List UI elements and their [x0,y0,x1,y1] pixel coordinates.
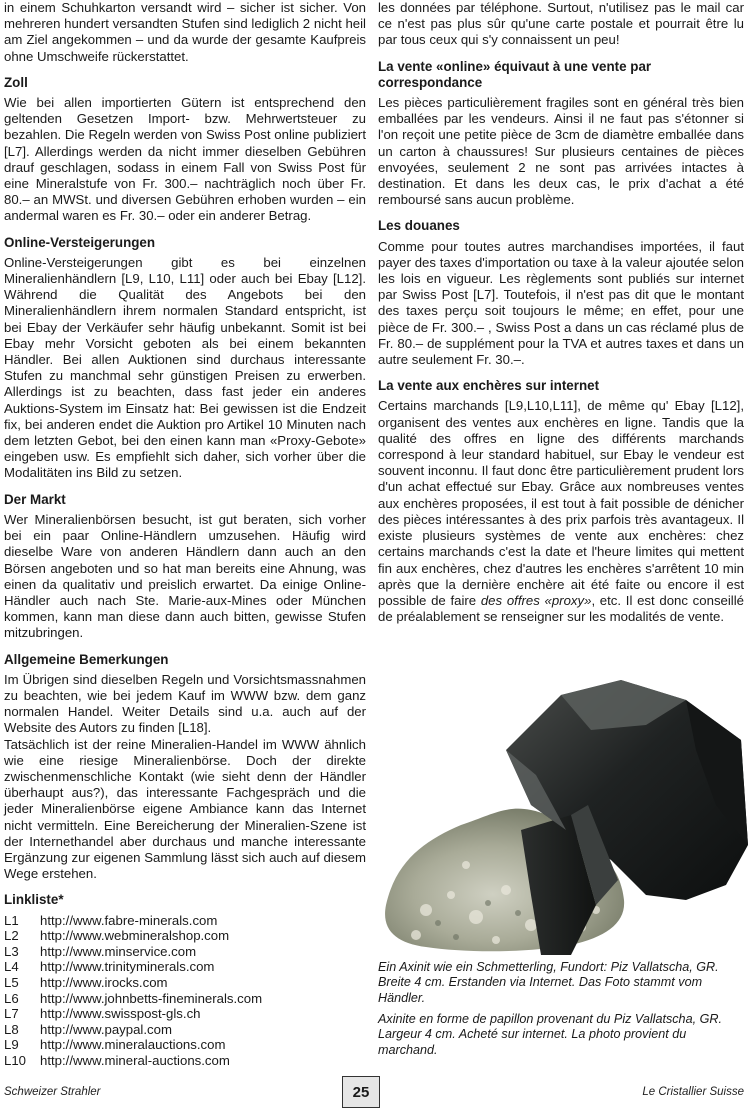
link-item[interactable] [4,959,366,975]
link-id: L10 [4,1052,27,1068]
zoll-paragraph: Wie bei allen importierten Gütern ist entsprechend den geltenden Gesetzen Import- bzw. Mehrwertsteuer zu bezahlen. Die Regeln werden von Swiss Post online publiziert [L7]. Allerdings werden da nicht immer dieselben Gebühren drauf geschlagen, sodass in einem Fall von Swiss Post für eine Mineralstufe von Fr. 300.– nachträglich noch über Fr. 80.– an MWSt. und diversen Gebühren erhoben wurden – ein andermal waren es Fr. 30.– oder ein anderer Betrag. [4,95,366,224]
link-item[interactable] [4,944,366,960]
heading-linkliste: Linkliste* [4,892,64,908]
link-item[interactable] [4,1037,366,1053]
vente-online-paragraph: Les pièces particulièrement fragiles sont en général très bien emballées par les vendeurs. Ainsi il ne faut pas s'étonner si l'on reçoit une petite pièce de 3cm de diamètre emballée dans un carton à chaussures! Sur plusieurs centaines de pièces envoyées, seulement 2 ne sont pas arrivées intactes à destination. Et dans les deux cas, le prix d'achat a été remboursé sans aucun problème. [378,95,744,208]
link-url[interactable]: http://www.webmineralshop.com [40,928,230,944]
link-item[interactable] [4,1053,366,1069]
link-id: L8 [4,1021,19,1037]
link-url[interactable]: http://www.mineralauctions.com [40,1037,226,1053]
link-id: L4 [4,959,19,975]
encheres-paragraph [378,398,744,625]
link-item[interactable] [4,913,366,929]
allgemeine-paragraph-1: Im Übrigen sind dieselben Regeln und Vorsichtsmassnahmen zu beachten, wie bei jedem Kauf im WWW bzw. dem ganz normalen Handel. Weiter Details sind u.a. auch auf der Website des Autors zu finden [L18]. [4,671,366,736]
link-id: L6 [4,990,19,1006]
page-number: 25 [342,1076,380,1108]
link-id: L2 [4,928,19,944]
link-url[interactable]: http://www.swisspost-gls.ch [40,1006,201,1022]
online-versteigerungen-paragraph: Online-Versteigerungen gibt es bei einzelnen Mineralienhändlern [L9, L10, L11] oder auch bei Ebay [L12]. Während die Qualität des Angebots bei den Mineralienhändlern ihrem normalen Standard entspricht, ist bei Ebay der Verkäufer sehr häufig unbekannt. Somit ist bei Ebay mehr Vorsicht geboten als bei einem bekannten Händler. Bei allen Auktionen sind durchaus interessante Stufen zu manchmal sehr günstigen Preisen zu erwerben. Allerdings ist zu beachten, dass fast jeder ein anderes Auktions-System im Einsatz hat: Bei gewissen ist die Endzeit fix, bei anderen endet die Auktion pro Artikel 10 Minuten nach dem letzten Gebot, bei den einen kann man «Proxy-Gebote» eingeben usw. Es empfiehlt sich daher, sich vorher über die Modalitäten ins Bild zu setzen. [4,254,366,481]
link-item[interactable] [4,1006,366,1022]
link-item[interactable] [4,991,366,1007]
link-url[interactable]: http://www.fabre-minerals.com [40,912,218,928]
footer-publication-french: Le Cristallier Suisse [642,1086,744,1098]
heading-allgemeine-bemerkungen: Allgemeine Bemerkungen [4,651,169,667]
link-id: L5 [4,974,19,990]
link-id: L9 [4,1037,19,1053]
encheres-text-part-a: Certains marchands [L9,L10,L11], de même qu' Ebay [L12], organisent des ventes aux enchères en ligne. Tandis que la qualité des offres en ligne des différents marchands correspond à leur standard habituel, sur Ebay le vendeur est souvent inconnu. Il faut donc être particulièrement prudent lors d'un achat effectué sur Ebay. Grâce aux nombreuses ventes aux enchères proposées, il est tout à fait possible de dénicher des pièces intéressantes à des prix parfois très avantageux. Il existe plusieurs systèmes de vente aux enchères: chez certains marchands c'est la date et l'heure limites qui mettent fin aux enchères, chez d'autres les enchères s'arrêtent 10 min après que la dernière enchère ait été faite ou encore il est possible de faire [378,398,744,608]
footer-publication-german: Schweizer Strahler [4,1086,101,1098]
heading-les-douanes: Les douanes [378,218,460,234]
heading-ventes-encheres: La vente aux enchères sur internet [378,378,600,394]
link-item[interactable] [4,1022,366,1038]
heading-online-versteigerungen: Online-Versteigerungen [4,234,156,250]
left-column [4,0,366,1069]
encheres-text-part-b: , etc. Il est donc conseillé de préalablement se renseigner sur les modalités de vente. [378,592,744,625]
link-url[interactable]: http://www.minservice.com [40,943,197,959]
douanes-paragraph: Comme pour toutes autres marchandises importées, il faut payer des taxes d'importation ou taxe à la valeur ajoutée selon les lois en vigueur. Les règlements sont publiés sur internet par Swiss Post [L7]. Toutefois, il n'est pas dit que le montant des taxes perçu soit toujours le même; en effet, pour une pièce de Fr. 300.– , Swiss Post a dans un cas réclamé plus de Fr. 80.– de supplément pour la TVA et autres taxes et dans un autre seulement Fr. 30.–. [378,238,744,368]
right-intro-paragraph: les données par téléphone. Surtout, n'utilisez pas le mail car ce n'est pas plus sûr qu'une carte postale et pourrait être lu par tous ceux qui s'y connaissent un peu! [378,0,744,48]
der-markt-paragraph: Wer Mineralienbörsen besucht, ist gut beraten, sich vorher bei ein paar Online-Händlern umzusehen. Häufig wird dieselbe Ware von anderen Händlern dann auch an den Börsen angeboten und so hat man bereits eine Ahnung, was einen da qualitativ und preislich erwartet. Da einige Online-Händler auch nach Ste. Marie-aux-Mines oder München kommen, kann man diese dann auch bitten, gewisse Stufen mitzubringen. [4,511,366,641]
encheres-text-emphasis: des offres «proxy» [480,592,592,608]
link-item[interactable] [4,928,366,944]
photo-caption-german: Ein Axinit wie ein Schmetterling, Fundort: Piz Vallatscha, GR. Breite 4 cm. Erstanden via Internet. Das Foto stammt vom Händler. [378,960,719,1005]
link-item[interactable] [4,975,366,991]
heading-zoll: Zoll [4,74,28,90]
link-id: L7 [4,1006,19,1022]
link-url[interactable]: http://www.trinityminerals.com [40,959,215,975]
heading-vente-online: La vente «online» équivaut à une vente par correspondance [378,58,652,90]
photo-caption-french: Axinite en forme de papillon provenant du Piz Vallatscha, GR. Largeur 4 cm. Acheté sur internet. La photo provient du marchand. [378,1012,722,1057]
allgemeine-paragraph-2: Tatsächlich ist der reine Mineralien-Handel im WWW ähnlich wie eine riesige Mineralienbörse. Doch der direkte zwischenmenschliche Kontakt (wie sieht denn der Händler überhaupt aus?), das interessante Fachgespräch und die jeder Mineralienbörse eigene Ambiance kann das Internet nicht vermitteln. Eine Bereicherung der Mineralien-Szene ist der Internethandel aber durchaus und manche interessante Ergänzung zur eigenen Sammlung lässt sich auch auf diesem Wege erstehen. [4,736,366,882]
link-url[interactable]: http://www.johnbetts-fineminerals.com [40,990,263,1006]
axinite-photo [356,655,750,955]
link-url[interactable]: http://www.mineral-auctions.com [40,1052,230,1068]
link-id: L1 [4,912,19,928]
heading-der-markt: Der Markt [4,491,66,507]
link-id: L3 [4,943,19,959]
right-column [378,0,744,625]
link-url[interactable]: http://www.paypal.com [40,1021,172,1037]
link-list [4,913,366,1069]
left-intro-paragraph: in einem Schuhkarton versandt wird – sicher ist sicher. Von mehreren hundert versandten Stufen sind lediglich 2 nicht heil am Ziel angekommen – und da wurde der gesamte Kaufpreis ohne Umschweife rückerstattet. [4,0,366,64]
link-url[interactable]: http://www.irocks.com [40,974,168,990]
